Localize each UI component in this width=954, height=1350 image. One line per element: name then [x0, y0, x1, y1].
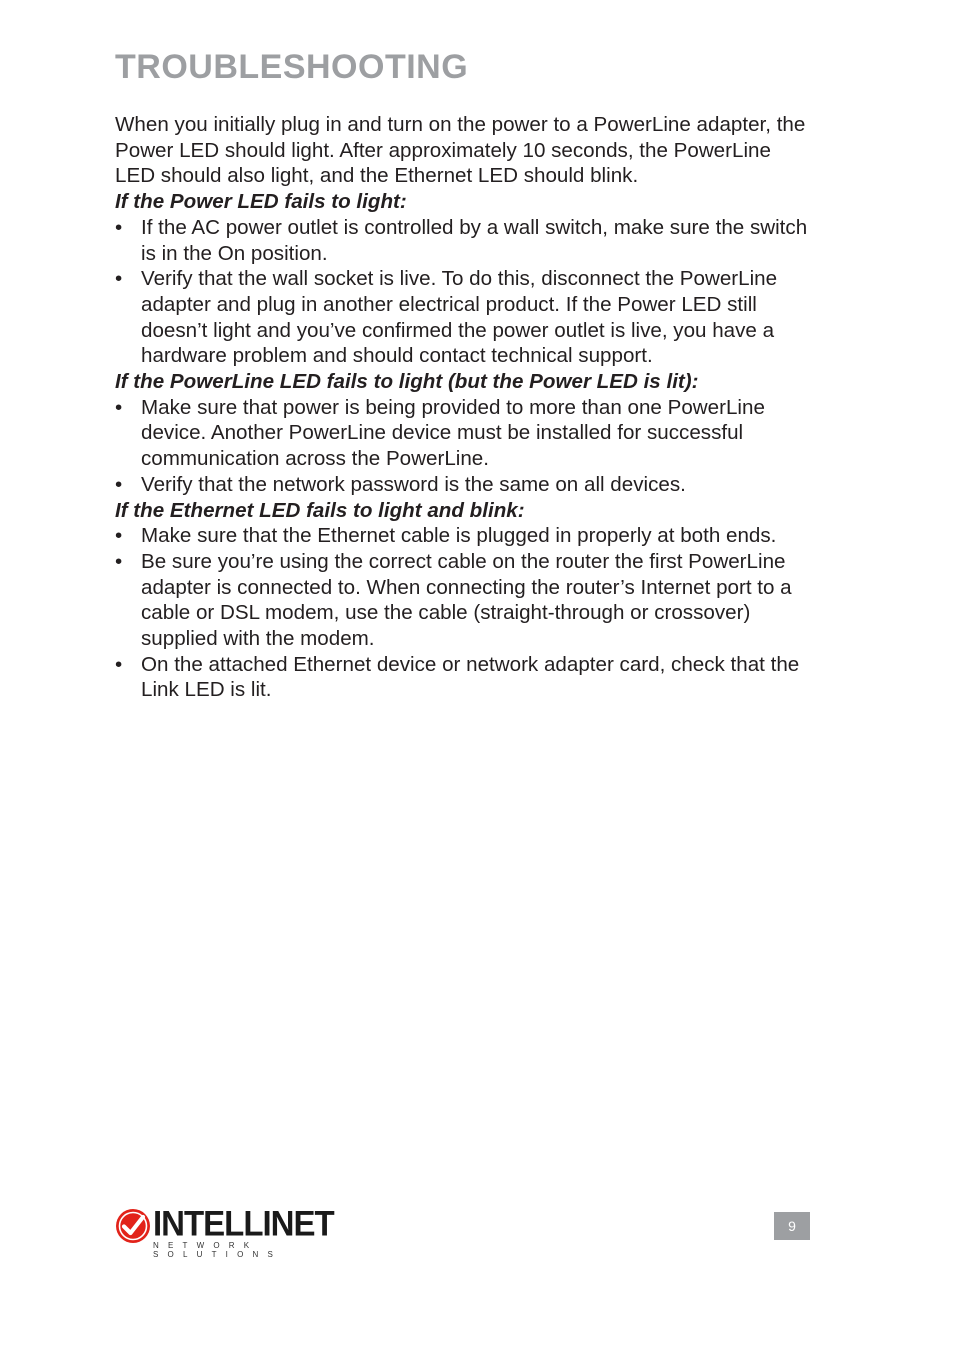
bullet-list: [115, 523, 815, 703]
page-title: TROUBLESHOOTING: [115, 48, 469, 86]
section-heading: If the Ethernet LED fails to light and blink:: [115, 498, 525, 522]
bullet-marker: •: [115, 652, 123, 676]
bullet-marker: •: [115, 549, 123, 573]
list-item: [115, 472, 815, 498]
logo-wordmark: INTELLINET: [153, 1203, 334, 1243]
bullet-marker: •: [115, 215, 123, 239]
section-power-led: [115, 189, 815, 369]
bullet-list: [115, 215, 815, 369]
logo-tagline: NETWORK SOLUTIONS: [153, 1241, 283, 1259]
list-item-text: Make sure that the Ethernet cable is plugged in properly at both ends.: [141, 524, 777, 548]
list-item-text: On the attached Ethernet device or network adapter card, check that the Link LED is lit.: [141, 652, 800, 702]
bullet-marker: •: [115, 267, 123, 291]
page-number: 9: [774, 1212, 810, 1240]
list-item: [115, 549, 815, 652]
list-item-text: If the AC power outlet is controlled by a wall switch, make sure the switch is in the On position.: [141, 215, 808, 265]
check-circle-icon: [115, 1208, 151, 1244]
bullet-marker: •: [115, 395, 123, 419]
list-item: [115, 523, 815, 549]
intro-paragraph: When you initially plug in and turn on the power to a PowerLine adapter, the Power LED should light. After approximately 10 seconds, the PowerLine LED should also light, and the Ethernet LED should blink.: [115, 113, 806, 188]
list-item: [115, 266, 815, 369]
list-item-text: Verify that the wall socket is live. To do this, disconnect the PowerLine adapter and plug in another electrical product. If the Power LED still doesn’t light and you’ve confirmed the power outlet is live, you have a hardware problem and should contact technical support.: [141, 267, 778, 368]
document-body: [115, 112, 815, 703]
list-item: [115, 215, 815, 266]
bullet-marker: •: [115, 472, 123, 496]
intellinet-logo: [115, 1203, 355, 1259]
list-item: [115, 652, 815, 703]
bullet-marker: •: [115, 524, 123, 548]
section-heading: If the Power LED fails to light:: [115, 190, 407, 214]
list-item-text: Make sure that power is being provided to more than one PowerLine device. Another PowerLine device must be installed for successful communication across the PowerLine.: [141, 395, 765, 471]
bullet-list: [115, 395, 815, 498]
section-ethernet-led: [115, 498, 815, 704]
section-powerline-led: [115, 369, 815, 498]
section-heading: If the PowerLine LED fails to light (but the Power LED is lit):: [115, 370, 699, 394]
list-item-text: Be sure you’re using the correct cable on the router the first PowerLine adapter is connected to. When connecting the router’s Internet port to a cable or DSL modem, use the cable (straight-through or crossover) supplied with the modem.: [141, 549, 792, 651]
list-item: [115, 395, 815, 472]
list-item-text: Verify that the network password is the same on all devices.: [141, 472, 686, 496]
